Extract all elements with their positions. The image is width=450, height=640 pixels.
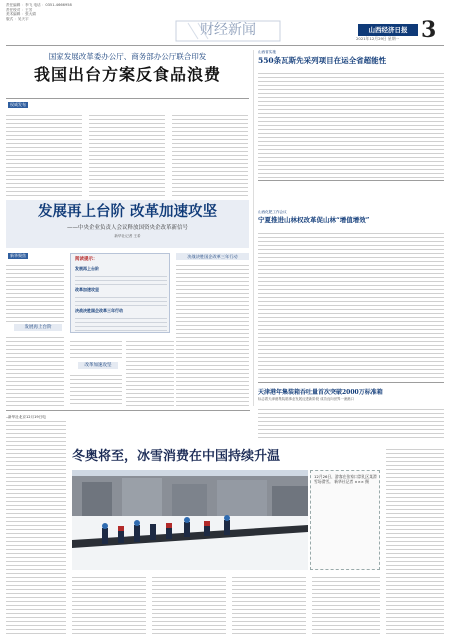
top-story-body-col-1 <box>6 112 82 196</box>
bottom-body-col-3 <box>232 574 306 634</box>
meta-line: 美术编辑 ：张大娟 <box>6 12 36 17</box>
issue-date: 2021年12月29日 星期一 <box>356 36 400 41</box>
right-story-3-subhead: 标志着天津港集装箱事业发展迈进新阶段 成功迈向世界一流港口 <box>258 397 355 401</box>
middle-story-headline: 发展再上台阶 改革加速攻坚 <box>37 203 218 220</box>
right-story-1-kicker: 山西省实施 <box>258 50 276 54</box>
right-story-1-headline: 550条瓦斯先采列项目在运全省超能性 <box>258 55 387 65</box>
reading-tip-item: 决战决胜国企改革三年行动 <box>75 308 123 313</box>
bottom-body-col-4 <box>312 574 380 634</box>
right-rule-1 <box>258 180 444 181</box>
middle-col-text-3 <box>126 338 174 406</box>
top-story-tag: 权威发布 <box>10 102 26 107</box>
right-story-3-headline: 天津港年集装箱吞吐量首次突破2000万标准箱 <box>258 389 383 396</box>
middle-col-text <box>70 338 122 360</box>
masthead-meta <box>6 3 126 21</box>
top-story-body-col-2 <box>89 112 165 196</box>
reading-tip-item: 改革加速攻坚 <box>75 287 99 292</box>
top-story-rule <box>6 98 249 99</box>
masthead <box>0 0 450 44</box>
middle-col-text-2 <box>70 372 122 406</box>
middle-col-label-2: 改革加速攻坚 <box>78 362 118 369</box>
bottom-section-rule <box>6 410 250 411</box>
middle-story-tag: 新华聚焦 <box>10 253 26 258</box>
top-story <box>6 50 249 195</box>
section-name: 财经新闻 <box>200 22 256 38</box>
middle-story-byline: 新华社记者 王希 <box>114 234 141 238</box>
meta-line: 责任校对 ：王芳 <box>6 7 33 12</box>
right-story-2-headline: 宁夏推进山林权改革促山林“增值增效” <box>258 215 370 224</box>
middle-right-col <box>176 262 249 406</box>
column-divider <box>253 50 254 406</box>
ski-scene-image <box>72 470 308 570</box>
middle-left-col <box>6 262 64 322</box>
bottom-story-lead: 新华社北京12月19日电 <box>8 415 66 420</box>
middle-left-col-2 <box>6 334 64 406</box>
photo-caption: 12月26日，游客在张家口崇礼区某滑雪场滑雪。 新华社记者 ××× 摄 <box>314 474 377 484</box>
reading-tip-text <box>75 273 167 285</box>
right-rule-2 <box>258 382 444 383</box>
meta-line: 责任编辑 ：李飞 电话 ：0351-4666958 <box>6 3 72 7</box>
right-story-3-body <box>258 406 444 438</box>
bottom-body-col-1 <box>72 574 146 634</box>
right-story-2 <box>258 210 444 225</box>
middle-story-subhead: ——中央企业负责人会议释放国资央企改革新信号 <box>66 225 188 231</box>
top-story-body-col-3 <box>172 112 248 196</box>
meta-line: 版式 ：吴天宇 <box>6 16 29 21</box>
page-number: 3 <box>421 17 437 43</box>
middle-story-banner <box>6 200 249 248</box>
ski-photo <box>72 470 308 570</box>
right-story-1 <box>258 50 444 66</box>
top-story-headline: 我国出台方案反食品浪费 <box>33 65 221 84</box>
reading-tip-box <box>70 253 170 333</box>
middle-right-header: 决战决胜国企改革三年行动 <box>176 253 249 260</box>
bottom-left-col <box>6 414 66 634</box>
reading-tip-text <box>75 294 167 306</box>
right-story-2-body <box>258 230 444 380</box>
bottom-right-col <box>386 446 444 634</box>
paper-name: 山西经济日报 <box>368 26 408 34</box>
photo-caption-box <box>310 470 380 570</box>
reading-tip-item: 发展再上台阶 <box>75 266 99 271</box>
right-story-2-kicker: 山西化肥工作会议 <box>258 210 287 214</box>
bottom-body-col-2 <box>152 574 226 634</box>
reading-tip-title: 阅读提示： <box>75 257 98 262</box>
left-col-label-1: 发展再上台阶 <box>14 324 62 331</box>
section-title <box>168 16 288 46</box>
right-story-1-body <box>258 70 444 178</box>
masthead-rule <box>6 45 444 46</box>
right-story-3 <box>258 388 444 402</box>
top-story-kicker: 国家发展改革委办公厅、商务部办公厅联合印发 <box>48 52 207 61</box>
bottom-story-headline: 冬奥将至，冰雪消费在中国持续升温 <box>72 449 281 464</box>
paper-name-bar <box>358 24 418 36</box>
reading-tip-text <box>75 315 167 331</box>
